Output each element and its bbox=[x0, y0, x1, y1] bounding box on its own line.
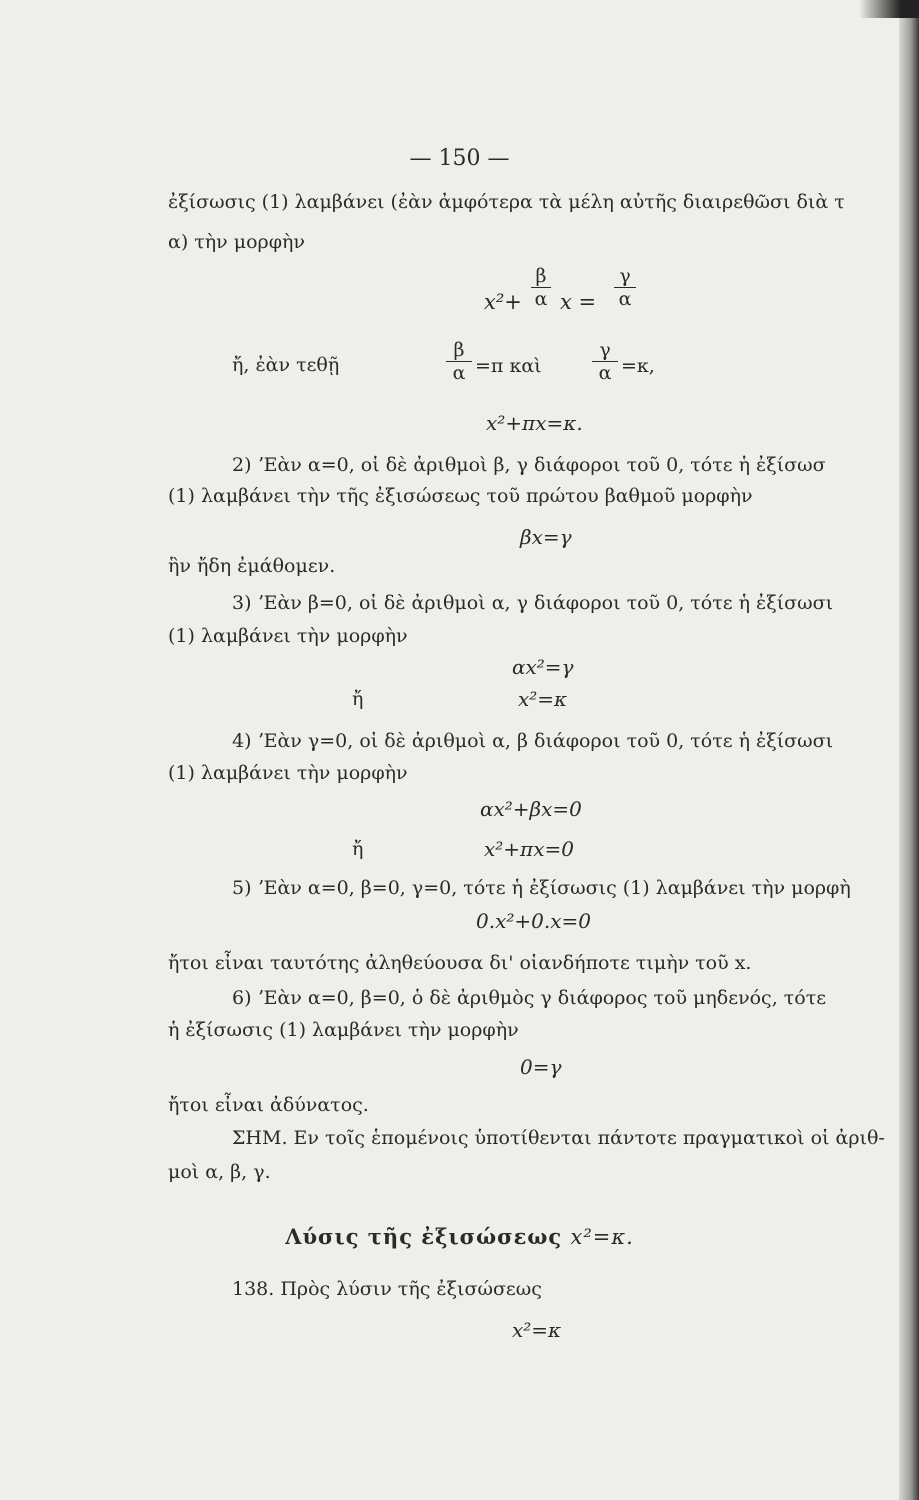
text-line-5: (1) λαμβάνει τὴν τῆς ἐξισώσεως τοῦ πρώτου βαθμοῦ μορφὴν bbox=[168, 485, 753, 507]
equation-6: x²=κ bbox=[518, 687, 568, 711]
or-word-2: ἤ bbox=[352, 838, 364, 860]
fraction-denominator: α bbox=[598, 362, 612, 384]
fraction-numerator: γ bbox=[599, 339, 611, 361]
text-line-12: ἤτοι εἶναι ταυτότης ἀληθεύουσα δι' οἱανδήποτε τιμὴν τοῦ x. bbox=[168, 952, 752, 974]
fraction-numerator: β bbox=[453, 339, 465, 361]
text-line-6: ἣν ἤδη ἐμάθομεν. bbox=[168, 555, 336, 577]
text-line-18: 138. Πρὸς λύσιν τῆς ἐξισώσεως bbox=[232, 1278, 542, 1300]
equation-5: αx²=γ bbox=[512, 655, 574, 679]
text-line-15: ἤτοι εἶναι ἀδύνατος. bbox=[168, 1094, 369, 1116]
text-line-11: 5) ʼΕὰν α=0, β=0, γ=0, τότε ἡ ἐξίσωσις (1) λαμβάνει τὴν μορφὴ bbox=[232, 877, 851, 899]
fraction-gamma-alpha-1 bbox=[614, 266, 636, 309]
or-word-1: ἤ bbox=[352, 688, 364, 710]
text-line-9: 4) ʼΕὰν γ=0, οἱ δὲ ἀριθμοὶ α, β διάφοροι τοῦ 0, τότε ἡ ἐξίσωσι bbox=[232, 730, 834, 752]
equation-2-kappa: =κ, bbox=[621, 355, 655, 377]
fraction-denominator: α bbox=[618, 288, 632, 310]
equation-1-x2: x²+ bbox=[484, 290, 522, 314]
note-line-1: ΣΗΜ. Εν τοῖς ἑπομένοις ὑποτίθενται πάντοτε πραγματικοὶ οἱ ἀριθ- bbox=[232, 1127, 885, 1149]
fraction-gamma-alpha-2 bbox=[592, 340, 618, 383]
fraction-beta-alpha-1 bbox=[531, 266, 551, 309]
text-line-1: ἐξίσωσις (1) λαμβάνει (ἐὰν ἀμφότερα τὰ μέλη αὐτῆς διαιρεθῶσι διὰ τ bbox=[168, 191, 845, 213]
note-line-2: μοὶ α, β, γ. bbox=[168, 1161, 271, 1183]
text-line-10: (1) λαμβάνει τὴν μορφὴν bbox=[168, 762, 408, 784]
text-line-8: (1) λαμβάνει τὴν μορφὴν bbox=[168, 625, 408, 647]
equation-10: 0=γ bbox=[520, 1055, 562, 1079]
page-edge-shadow bbox=[899, 0, 919, 1500]
text-line-2: α) τὴν μορφὴν bbox=[168, 231, 305, 253]
fraction-beta-alpha-2 bbox=[446, 340, 472, 383]
section-heading bbox=[0, 1224, 919, 1249]
fraction-denominator: α bbox=[452, 362, 466, 384]
fraction-numerator: β bbox=[535, 265, 547, 287]
text-line-7: 3) ʼΕὰν β=0, οἱ δὲ ἀριθμοὶ α, γ διάφοροι τοῦ 0, τότε ἡ ἐξίσωσι bbox=[232, 592, 834, 614]
section-heading-equation: x²=κ. bbox=[570, 1225, 634, 1249]
page-number: — 150 — bbox=[409, 146, 510, 171]
equation-1-x: x = bbox=[560, 290, 597, 314]
text-line-14: ἡ ἐξίσωσις (1) λαμβάνει τὴν μορφὴν bbox=[168, 1019, 519, 1041]
text-line-3: ἤ, ἐὰν τεθῇ bbox=[232, 354, 340, 376]
equation-7: αx²+βx=0 bbox=[480, 797, 582, 821]
page-corner-shadow bbox=[859, 0, 919, 18]
text-line-13: 6) ʼΕὰν α=0, β=0, ὁ δὲ ἀριθμὸς γ διάφορος τοῦ μηδενός, τότε bbox=[232, 987, 827, 1009]
section-heading-text: Λύσις τῆς ἐξισώσεως bbox=[285, 1224, 563, 1249]
fraction-numerator: γ bbox=[619, 265, 631, 287]
equation-3: x²+πx=κ. bbox=[486, 411, 583, 435]
equation-2-pi: =π καὶ bbox=[475, 355, 542, 377]
text-line-4: 2) ʼΕὰν α=0, οἱ δὲ ἀριθμοὶ β, γ διάφοροι τοῦ 0, τότε ἡ ἐξίσωσ bbox=[232, 454, 826, 476]
equation-4: βx=γ bbox=[520, 525, 572, 549]
equation-11: x²=κ bbox=[512, 1318, 562, 1342]
equation-8: x²+πx=0 bbox=[484, 837, 574, 861]
fraction-denominator: α bbox=[534, 288, 548, 310]
equation-9: 0.x²+0.x=0 bbox=[476, 909, 591, 933]
